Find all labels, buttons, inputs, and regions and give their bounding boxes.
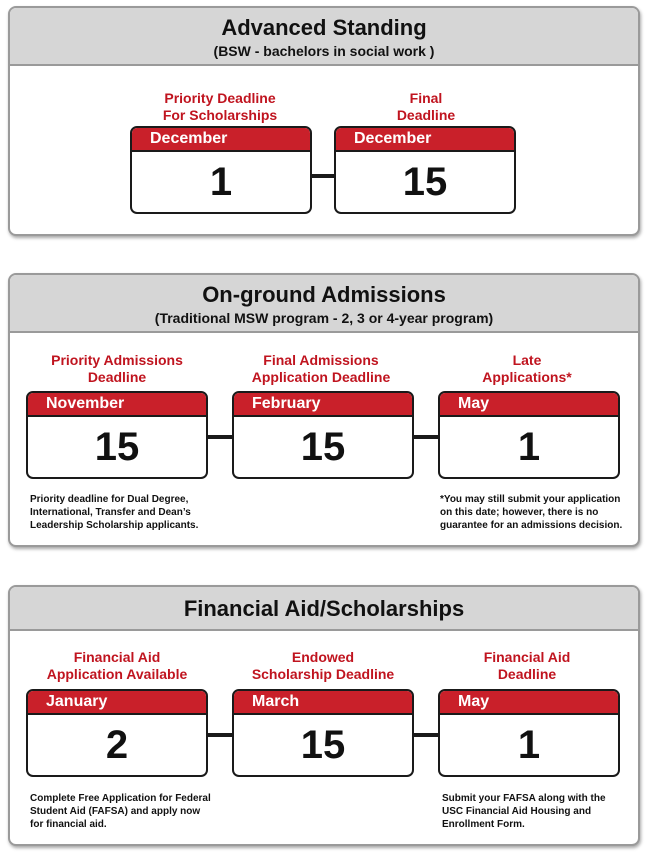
calendar-day: 15 xyxy=(300,425,346,469)
calendar-day: 15 xyxy=(402,160,448,204)
deadline-label: Final Admissions Application Deadline xyxy=(251,352,391,385)
calendar-date-card xyxy=(232,391,414,479)
calendar-day: 2 xyxy=(105,723,129,767)
deadline-label: Final Deadline xyxy=(396,90,456,123)
panel-header xyxy=(10,275,638,333)
calendar-date-card xyxy=(438,391,620,479)
calendar-date-card xyxy=(232,689,414,777)
footnote-right: Submit your FAFSA along with the USC Financial Aid Housing and Enrollment Form. xyxy=(442,793,606,830)
footnote-left: Priority deadline for Dual Degree, International, Transfer and Dean’s Leadership Scholarship applicants. xyxy=(30,494,199,531)
deadline-label: Financial Aid Application Available xyxy=(46,649,188,682)
calendar-date-card xyxy=(26,689,208,777)
calendar-month: May xyxy=(440,393,618,417)
calendar-month: December xyxy=(336,128,514,152)
calendar-date-card xyxy=(438,689,620,777)
panel-subtitle: (BSW - bachelors in social work ) xyxy=(213,43,435,59)
calendar-date-card xyxy=(334,126,516,214)
panel-title: On-ground Admissions xyxy=(202,282,446,307)
deadline-label: Financial Aid Deadline xyxy=(483,649,571,682)
panel-header xyxy=(10,587,638,631)
panel-subtitle: (Traditional MSW program - 2, 3 or 4-year program) xyxy=(154,310,494,326)
calendar-day: 1 xyxy=(517,723,541,767)
timeline-connector xyxy=(412,435,440,439)
timeline-connector xyxy=(206,435,234,439)
footnote-left: Complete Free Application for Federal Student Aid (FAFSA) and apply now for financial aid. xyxy=(30,793,211,830)
calendar-month: February xyxy=(234,393,412,417)
calendar-month: March xyxy=(234,691,412,715)
deadline-label: Priority Admissions Deadline xyxy=(51,352,183,385)
deadline-label: Late Applications* xyxy=(482,352,572,385)
calendar-month: December xyxy=(132,128,310,152)
deadline-label: Endowed Scholarship Deadline xyxy=(251,649,395,682)
timeline-connector xyxy=(412,733,440,737)
calendar-month: May xyxy=(440,691,618,715)
calendar-day: 15 xyxy=(300,723,346,767)
financial-aid-panel xyxy=(8,585,640,846)
calendar-month: January xyxy=(28,691,206,715)
deadline-label: Priority Deadline For Scholarships xyxy=(162,90,278,123)
footnote-right: *You may still submit your application on this date; however, there is no guarantee for an admissions decision. xyxy=(440,494,623,531)
calendar-day: 1 xyxy=(517,425,541,469)
panel-title: Financial Aid/Scholarships xyxy=(183,596,465,621)
panel-title: Advanced Standing xyxy=(221,15,427,40)
onground-admissions-panel xyxy=(8,273,640,547)
calendar-date-card xyxy=(130,126,312,214)
calendar-day: 15 xyxy=(94,425,140,469)
advanced-standing-panel xyxy=(8,6,640,236)
calendar-day: 1 xyxy=(209,160,233,204)
calendar-month: November xyxy=(28,393,206,417)
calendar-date-card xyxy=(26,391,208,479)
timeline-connector xyxy=(206,733,234,737)
panel-header xyxy=(10,8,638,66)
